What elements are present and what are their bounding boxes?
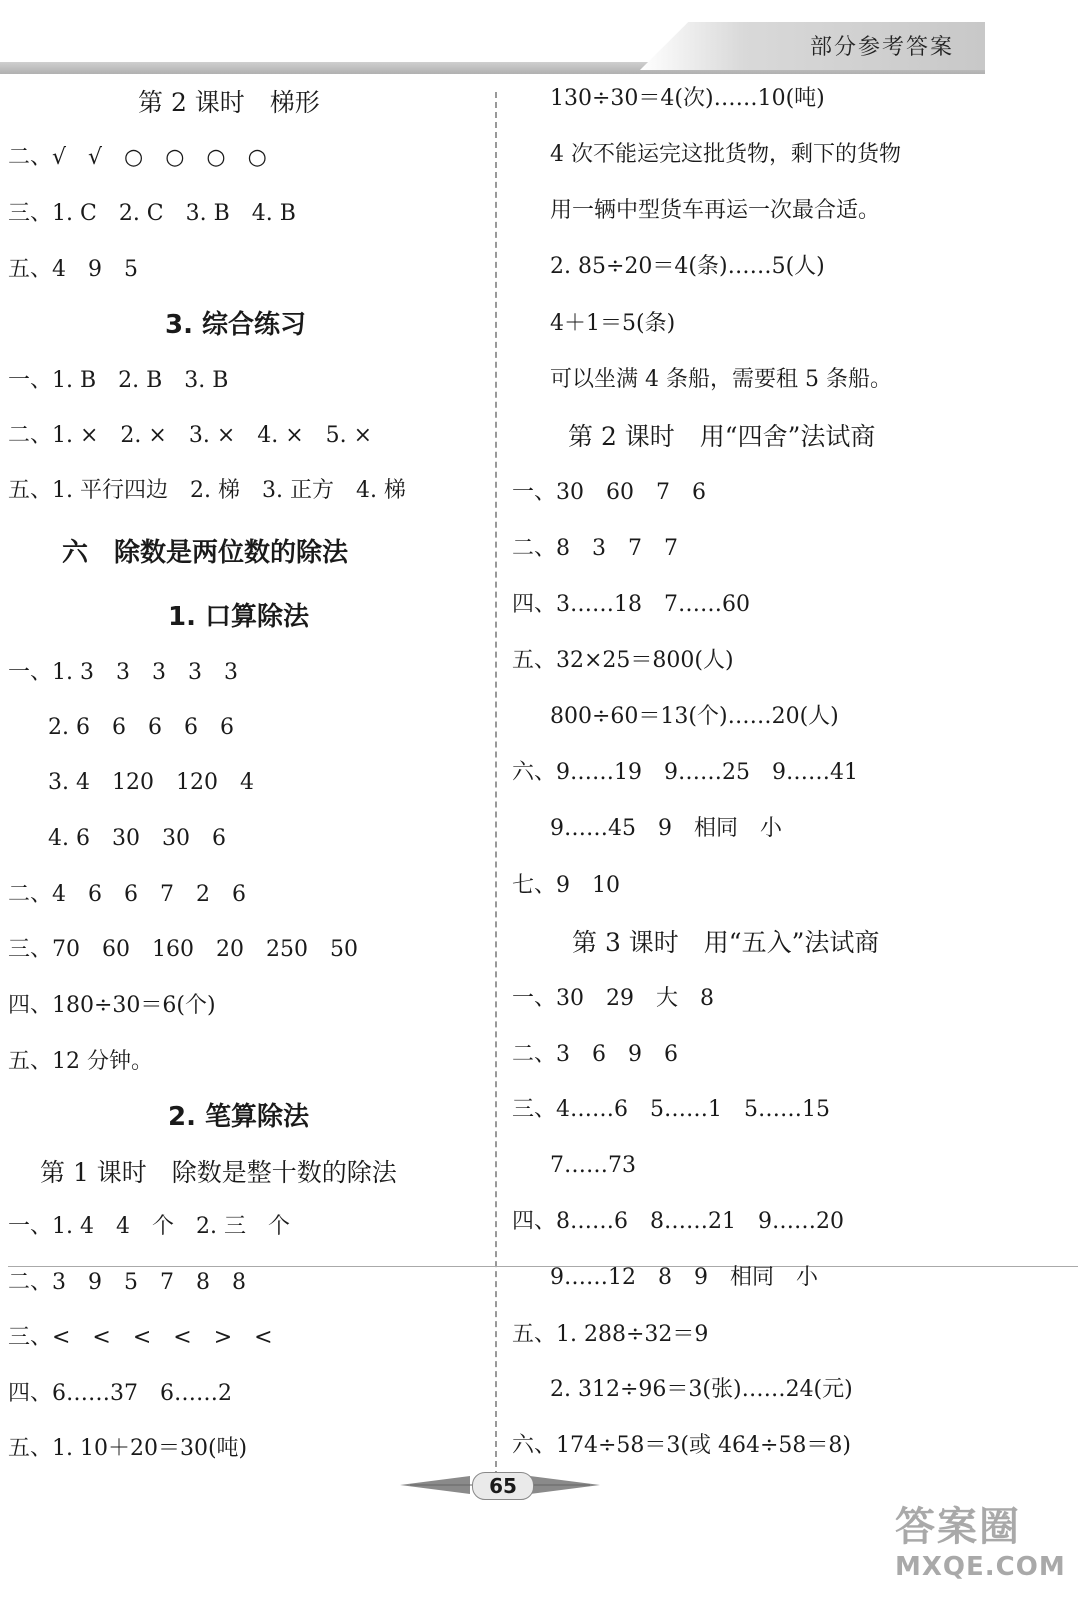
answer-line: 二、4 6 6 7 2 6 [8,882,246,907]
answer-line: 二、3 6 9 6 [512,1042,678,1067]
answer-line: 五、1. 288÷32＝9 [512,1322,709,1347]
page-number: 65 [472,1472,534,1500]
answer-line: 130÷30＝4(次)……10(吨) [550,86,825,111]
answer-line: 2. 85÷20＝4(条)……5(人) [550,254,825,279]
answer-line: 五、1. 平行四边 2. 梯 3. 正方 4. 梯 [8,478,406,503]
answer-line: 2. 312÷96＝3(张)……24(元) [550,1377,853,1402]
lesson-title: 第 1 课时 除数是整十数的除法 [40,1158,397,1187]
answer-line: 三、4……6 5……1 5……15 [512,1097,830,1122]
answer-line: 800÷60＝13(个)……20(人) [550,704,839,729]
answer-line: 二、8 3 7 7 [512,536,678,561]
watermark [895,1495,1075,1595]
answer-line: 一、30 29 大 8 [512,986,714,1011]
answer-line: 三、1. C 2. C 3. B 4. B [8,201,296,226]
lesson-title: 第 2 课时 梯形 [138,88,320,117]
answer-line: 五、1. 10＋20＝30(吨) [8,1436,248,1461]
answer-line: 4. 6 30 30 6 [48,826,226,851]
answer-line: 一、1. 3 3 3 3 3 [8,660,238,685]
answer-line: 七、9 10 [512,873,620,898]
answer-line: 四、6……37 6……2 [8,1381,232,1406]
section-title: 2. 笔算除法 [168,1102,310,1132]
watermark-url: MXQE.COM [895,1552,1066,1582]
header-title: 部分参考答案 [810,35,955,60]
answer-line: 二、1. × 2. × 3. × 4. × 5. × [8,423,373,448]
answer-line: 3. 4 120 120 4 [48,770,254,795]
answer-line: 三、70 60 160 20 250 50 [8,937,358,962]
answer-line: 五、32×25＝800(人) [512,648,734,673]
answer-line: 三、< < < < > < [8,1325,273,1350]
answer-line: 可以坐满 4 条船，需要租 5 条船。 [550,367,892,392]
column-divider [495,92,497,1487]
watermark-logo: 答案圈 [895,1504,1021,1550]
answer-line: 六、9……19 9……25 9……41 [512,760,858,785]
answer-line: 9……12 8 9 相同 小 [550,1265,818,1290]
lesson-title: 第 2 课时 用“四舍”法试商 [568,422,876,451]
lesson-title: 第 3 课时 用“五入”法试商 [572,928,880,957]
answer-line: 一、1. B 2. B 3. B [8,368,229,393]
answer-line: 4 次不能运完这批货物，剩下的货物 [550,142,901,167]
answer-line: 四、8……6 8……21 9……20 [512,1209,844,1234]
answer-line: 五、4 9 5 [8,257,138,282]
answer-line: 4＋1＝5(条) [550,311,676,336]
answer-line: 9……45 9 相同 小 [550,816,782,841]
answer-line: 六、174÷58＝3(或 464÷58＝8) [512,1433,851,1458]
answer-line: 用一辆中型货车再运一次最合适。 [550,198,881,223]
section-title: 1. 口算除法 [168,602,310,632]
answer-line: 二、3 9 5 7 8 8 [8,1270,246,1295]
answer-line: 五、12 分钟。 [8,1049,153,1074]
answer-line: 7……73 [550,1153,636,1178]
scan-line [8,1266,1078,1267]
answer-line: 一、30 60 7 6 [512,480,706,505]
answer-line: 2. 6 6 6 6 6 [48,715,234,740]
answer-line: 一、1. 4 4 个 2. 三 个 [8,1214,290,1239]
answer-line: 四、3……18 7……60 [512,592,750,617]
chapter-title: 六 除数是两位数的除法 [62,538,349,568]
answer-line: 四、180÷30＝6(个) [8,993,216,1018]
section-title: 3. 综合练习 [165,310,307,340]
answer-line: 二、√ √ ○ ○ ○ ○ [8,145,267,170]
